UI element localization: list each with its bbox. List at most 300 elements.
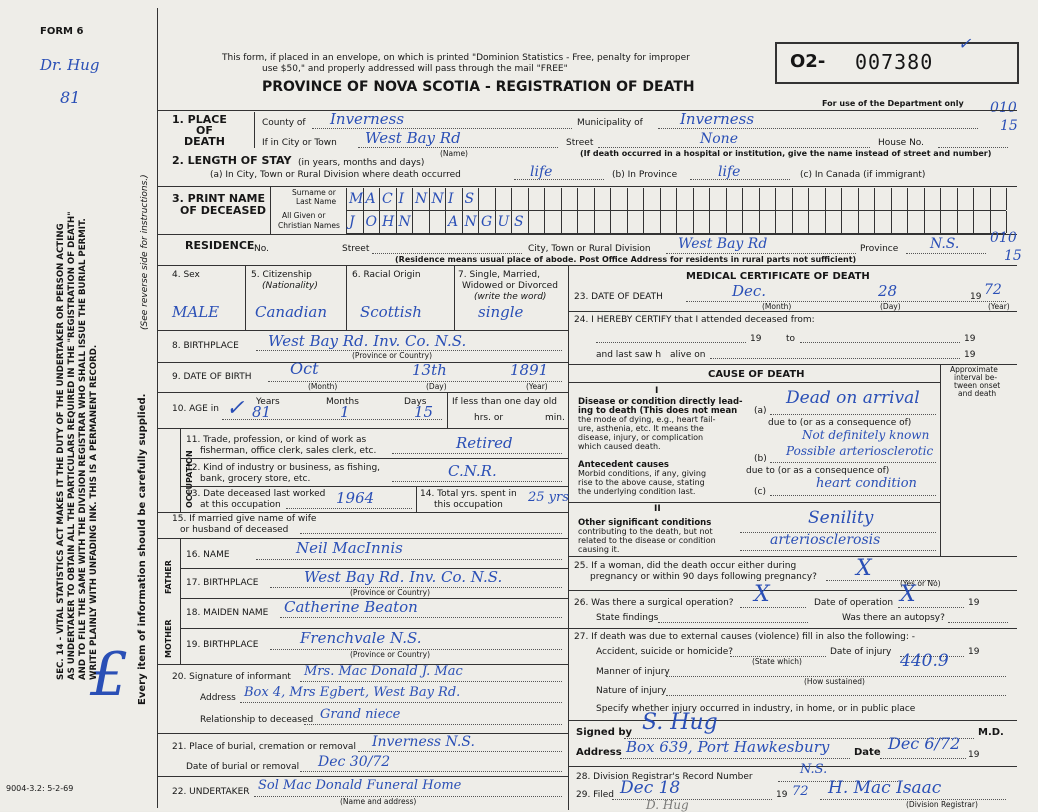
supply-note: Every item of information should be carefully supplied. bbox=[137, 393, 148, 705]
letter-cell-divider bbox=[990, 188, 991, 210]
residence-label: RESIDENCE bbox=[185, 239, 255, 252]
mother-label: MOTHER bbox=[164, 619, 173, 658]
reg-number: 007380 bbox=[855, 50, 934, 74]
month-hint: (Month) bbox=[308, 382, 338, 391]
name-letter: S bbox=[464, 191, 475, 207]
trade-value: Retired bbox=[456, 434, 513, 452]
name-letter: U bbox=[497, 214, 510, 230]
sex-value: MALE bbox=[172, 303, 220, 321]
letter-cell-divider bbox=[561, 188, 562, 210]
letter-cell-divider bbox=[924, 188, 925, 210]
dept-code-3: 010 bbox=[990, 230, 1017, 246]
s1-label: 1. PLACE bbox=[172, 113, 227, 126]
letter-cell-divider bbox=[577, 211, 578, 233]
letter-cell-divider bbox=[874, 188, 875, 210]
nature-label: Nature of injury bbox=[596, 686, 667, 696]
s2-label: 2. LENGTH OF STAY bbox=[172, 154, 292, 167]
dept-code-4: 15 bbox=[1004, 248, 1022, 264]
s24-to: to bbox=[786, 334, 796, 344]
city-label: If in City or Town bbox=[262, 138, 337, 148]
dob-month: Oct bbox=[290, 359, 319, 378]
letter-cell-divider bbox=[841, 188, 842, 210]
letter-cell-divider bbox=[792, 188, 793, 210]
letter-cell-divider bbox=[429, 188, 430, 210]
letter-cell-divider bbox=[396, 211, 397, 233]
s2-sub: (in years, months and days) bbox=[298, 158, 425, 168]
mother-maiden: Catherine Beaton bbox=[284, 598, 418, 616]
manner-label: Manner of injury bbox=[596, 667, 670, 677]
letter-cell-divider bbox=[643, 211, 644, 233]
letter-cell-divider bbox=[660, 188, 661, 210]
name-letter: I bbox=[398, 191, 405, 207]
other-cond-1: Senility bbox=[808, 508, 874, 528]
res-city-value: West Bay Rd bbox=[678, 236, 768, 252]
s2a-label: (a) In City, Town or Rural Division where death occurred bbox=[210, 170, 461, 180]
death-year: 72 bbox=[984, 282, 1002, 298]
name-letter: N bbox=[415, 191, 428, 207]
letter-cell-divider bbox=[627, 188, 628, 210]
house-label: House No. bbox=[878, 138, 925, 148]
dis-2: ing to death (This does not mean bbox=[578, 406, 738, 416]
last-saw-label: and last saw h bbox=[596, 350, 662, 360]
dept-code-2: 15 bbox=[1000, 118, 1018, 134]
death-year-hint: (Year) bbox=[988, 302, 1010, 311]
municipality-label: Municipality of bbox=[577, 118, 643, 128]
name-letter: I bbox=[448, 191, 454, 207]
s23-label: 23. DATE OF DEATH bbox=[574, 292, 663, 302]
s3-label-b: OF DECEASED bbox=[180, 204, 267, 217]
letter-cell-divider bbox=[346, 188, 347, 210]
father-name: Neil MacInnis bbox=[296, 539, 403, 557]
letter-cell-divider bbox=[775, 211, 776, 233]
name-letter: G bbox=[481, 214, 493, 230]
letter-cell-divider bbox=[775, 188, 776, 210]
letter-cell-divider bbox=[726, 188, 727, 210]
check-mark: ✓ bbox=[958, 34, 972, 53]
cause-c-value: heart condition bbox=[816, 476, 917, 491]
lt1-label: If less than one day old bbox=[452, 397, 558, 407]
s27-label: 27. If death was due to external causes (violence) fill in also the following: - bbox=[574, 632, 916, 642]
letter-cell-divider bbox=[412, 211, 413, 233]
county-value: Inverness bbox=[330, 110, 405, 128]
name-hint: (Name) bbox=[440, 149, 468, 158]
letter-cell-divider bbox=[792, 211, 793, 233]
given-label: All Given or bbox=[282, 211, 326, 220]
cause-a-value: Dead on arrival bbox=[786, 388, 920, 408]
letter-cell-divider bbox=[808, 188, 809, 210]
death-month: Dec. bbox=[732, 282, 767, 300]
occupation-label: OCCUPATION bbox=[185, 450, 194, 508]
letter-cell-divider bbox=[429, 211, 430, 233]
dept-code-1: 010 bbox=[990, 100, 1017, 116]
res-city-label: City, Town or Rural Division bbox=[528, 244, 651, 254]
racial-value: Scottish bbox=[360, 303, 422, 321]
letter-cell-divider bbox=[858, 211, 859, 233]
ant-4: the underlying condition last. bbox=[578, 487, 696, 496]
s4-label: 4. Sex bbox=[172, 270, 200, 280]
signed-by-value: S. Hug bbox=[642, 710, 718, 735]
state-which-hint: (State which) bbox=[752, 657, 802, 666]
letter-cell-divider bbox=[726, 211, 727, 233]
prov-country-hint-2: (Province or Country) bbox=[350, 588, 430, 597]
letter-cell-divider bbox=[759, 211, 760, 233]
footer-code: 9004-3.2: 5-2-69 bbox=[6, 784, 74, 793]
letter-cell-divider bbox=[891, 211, 892, 233]
letter-cell-divider bbox=[1006, 188, 1007, 210]
days-label: Days bbox=[404, 397, 427, 407]
s18-label: 18. MAIDEN NAME bbox=[186, 608, 269, 618]
ant-2: Morbid conditions, if any, giving bbox=[578, 469, 707, 478]
reverse-note: (See reverse side for instructions.) bbox=[140, 174, 150, 330]
hospital-note: (If death occurred in a hospital or institution, give the name instead of street and number) bbox=[580, 149, 992, 158]
death-day-hint: (Day) bbox=[880, 302, 901, 311]
total-yrs-value: 25 yrs bbox=[528, 490, 569, 505]
reg-prefix: O2- bbox=[790, 51, 826, 72]
letter-cell-divider bbox=[973, 188, 974, 210]
name-letter: A bbox=[448, 214, 459, 230]
sig-date-value: Dec 6/72 bbox=[888, 734, 961, 753]
citizenship-value: Canadian bbox=[255, 303, 328, 321]
letter-cell-divider bbox=[973, 211, 974, 233]
s19-label: 19. BIRTHPLACE bbox=[186, 640, 259, 650]
letter-cell-divider bbox=[577, 188, 578, 210]
sig-address-value: Box 639, Port Hawkesbury bbox=[626, 738, 830, 756]
s2b-label: (b) In Province bbox=[612, 170, 678, 180]
last-worked-value: 1964 bbox=[336, 489, 375, 507]
s25-label: 25. If a woman, did the death occur either during bbox=[574, 561, 797, 571]
cause-a2-value: Not definitely known bbox=[802, 428, 930, 442]
approx-3: tween onset bbox=[954, 381, 1001, 390]
marital-value: single bbox=[478, 303, 524, 321]
inj-19: 19 bbox=[968, 647, 980, 657]
letter-cell-divider bbox=[907, 188, 908, 210]
s24-19b: 19 bbox=[964, 334, 976, 344]
name-letter: N bbox=[431, 191, 444, 207]
margin-pound-mark: £ bbox=[90, 640, 129, 710]
md-label: M.D. bbox=[978, 727, 1004, 738]
letter-cell-divider bbox=[528, 188, 529, 210]
name-letter: O bbox=[365, 214, 377, 230]
informant-addr: Box 4, Mrs Egbert, West Bay Rd. bbox=[244, 685, 461, 700]
letter-cell-divider bbox=[709, 188, 710, 210]
dob-day: 13th bbox=[412, 361, 447, 379]
s20-label: 20. Signature of informant bbox=[172, 672, 291, 682]
letter-cell-divider bbox=[610, 211, 611, 233]
specify-label: Specify whether injury occurred in industry, in home, or in public place bbox=[596, 704, 916, 714]
injury-code: 440.9 bbox=[900, 651, 949, 671]
s24-19c: 19 bbox=[964, 350, 976, 360]
s5-sub: (Nationality) bbox=[262, 281, 318, 291]
surname-label: Surname or bbox=[292, 188, 336, 197]
dis-1: Disease or condition directly lead- bbox=[578, 397, 743, 407]
res-note: (Residence means usual place of abode. Post Office Address for residents in rural parts not sufficient) bbox=[395, 255, 857, 264]
s7-sub: Widowed or Divorced bbox=[462, 281, 558, 291]
oth-2: contributing to the death, but not bbox=[578, 527, 713, 536]
surname-label-2: Last Name bbox=[296, 197, 337, 206]
letter-cell-divider bbox=[445, 211, 446, 233]
death-month-hint: (Month) bbox=[762, 302, 792, 311]
s15-sub: or husband of deceased bbox=[180, 525, 289, 535]
q25-value: X bbox=[856, 556, 872, 581]
year-hint: (Year) bbox=[526, 382, 548, 391]
state-find-label: State findings bbox=[596, 613, 659, 623]
s21-label: 21. Place of burial, cremation or removal bbox=[172, 742, 356, 752]
filed-19: 19 bbox=[776, 790, 788, 800]
autopsy-label: Was there an autopsy? bbox=[842, 613, 945, 623]
letter-cell-divider bbox=[676, 211, 677, 233]
s7-label: 7. Single, Married, bbox=[458, 270, 540, 280]
signed-label: Signed by bbox=[576, 727, 633, 738]
name-letter: M bbox=[349, 191, 364, 207]
letter-cell-divider bbox=[511, 188, 512, 210]
undertaker-value: Sol Mac Donald Funeral Home bbox=[258, 778, 462, 793]
father-label: FATHER bbox=[164, 560, 173, 594]
s5-label: 5. Citizenship bbox=[251, 270, 312, 280]
age-check-mark: ✓ bbox=[226, 396, 245, 421]
letter-cell-divider bbox=[379, 188, 380, 210]
burial-date-label: Date of burial or removal bbox=[186, 762, 300, 772]
letter-cell-divider bbox=[924, 211, 925, 233]
dis-6: which caused death. bbox=[578, 442, 661, 451]
s11-label: 11. Trade, profession, or kind of work as bbox=[186, 435, 367, 445]
name-letter: N bbox=[464, 214, 477, 230]
dis-4: ure, asthenia, etc. It means the bbox=[578, 424, 704, 433]
roman-2: II bbox=[654, 504, 661, 514]
hrs-label: hrs. or bbox=[474, 413, 504, 423]
stay-b: life bbox=[718, 164, 741, 180]
county-label: County of bbox=[262, 118, 306, 128]
age-years: 81 bbox=[252, 403, 272, 421]
relationship-value: Grand niece bbox=[320, 707, 401, 722]
due-a: due to (or as a consequence of) bbox=[768, 418, 912, 428]
day-hint: (Day) bbox=[426, 382, 447, 391]
street-value: None bbox=[700, 131, 738, 147]
statute-text: SEC. 14 - VITAL STATISTICS ACT MAKES IT THE DUTY OF THE UNDERTAKER OR PERSON ACTING AS UNDERTAKER TO OBTAIN ALL THE PARTICULARS REQUIRED IN THE "REGISTRATION OF DEATH" AND TO FILE THE SAME WITH THE DIVISION REGISTRAR WHO SHALL ISSUE THE BURIAL PERMIT. WRITE PLAINLY WITH UNFADING INK. THIS IS A PERMANENT RECORD. bbox=[56, 211, 99, 680]
name-letter: N bbox=[398, 214, 411, 230]
dis-5: disease, injury, or complication bbox=[578, 433, 704, 442]
letter-cell-divider bbox=[957, 211, 958, 233]
sig-date-label: Date bbox=[854, 747, 881, 758]
birthplace-value: West Bay Rd. Inv. Co. N.S. bbox=[268, 332, 467, 350]
s25-sub: pregnancy or within 90 days following pregnancy? bbox=[590, 572, 817, 582]
years-label: Years bbox=[256, 397, 280, 407]
s26-label: 26. Was there a surgical operation? bbox=[574, 598, 734, 608]
letter-cell-divider bbox=[742, 211, 743, 233]
mail-notice-1: This form, if placed in an envelope, on which is printed "Dominion Statistics - Free, penalty for improper bbox=[222, 53, 690, 63]
letter-cell-divider bbox=[561, 211, 562, 233]
months-label: Months bbox=[326, 397, 359, 407]
filed-year: 72 bbox=[792, 784, 809, 799]
dob-year: 1891 bbox=[510, 361, 549, 379]
res-prov-label: Province bbox=[860, 244, 899, 254]
city-value: West Bay Rd bbox=[365, 129, 461, 147]
form-number: FORM 6 bbox=[40, 26, 84, 37]
letter-cell-divider bbox=[627, 211, 628, 233]
res-no-label: No. bbox=[254, 244, 269, 254]
oth-1: Other significant conditions bbox=[578, 518, 712, 528]
cause-c-label: (c) bbox=[754, 487, 766, 497]
letter-cell-divider bbox=[346, 211, 347, 233]
s6-label: 6. Racial Origin bbox=[352, 270, 421, 280]
letter-cell-divider bbox=[495, 188, 496, 210]
name-letter: J bbox=[349, 214, 355, 230]
letter-cell-divider bbox=[841, 211, 842, 233]
approx-4: and death bbox=[958, 389, 997, 398]
form-title: PROVINCE OF NOVA SCOTIA - REGISTRATION OF DEATH bbox=[262, 79, 695, 95]
sig-19: 19 bbox=[968, 750, 980, 760]
s3-label: 3. PRINT NAME bbox=[172, 192, 266, 205]
how-hint: (How sustained) bbox=[804, 677, 865, 686]
letter-cell-divider bbox=[643, 188, 644, 210]
letter-cell-divider bbox=[544, 188, 545, 210]
s17-label: 17. BIRTHPLACE bbox=[186, 578, 259, 588]
letter-cell-divider bbox=[676, 188, 677, 210]
letter-cell-divider bbox=[957, 188, 958, 210]
burial-date: Dec 30/72 bbox=[318, 754, 391, 770]
name-addr-hint: (Name and address) bbox=[340, 797, 417, 806]
letter-cell-divider bbox=[759, 188, 760, 210]
record-no-value: N.S. bbox=[800, 762, 828, 777]
cause-b-label: (b) bbox=[754, 454, 767, 464]
s24-label: 24. I HEREBY CERTIFY that I attended deceased from: bbox=[574, 315, 815, 325]
letter-cell-divider bbox=[742, 188, 743, 210]
ant-3: rise to the above cause, stating bbox=[578, 478, 705, 487]
s12-label: 12. Kind of industry or business, as fishing, bbox=[186, 463, 381, 473]
letter-cell-divider bbox=[511, 211, 512, 233]
letter-cell-divider bbox=[594, 211, 595, 233]
letter-cell-divider bbox=[825, 211, 826, 233]
age-days: 15 bbox=[414, 403, 434, 421]
yesno-hint: (Yes or No) bbox=[900, 579, 941, 588]
letter-cell-divider bbox=[808, 211, 809, 233]
alive-on-label: alive on bbox=[670, 350, 706, 360]
dis-3: the mode of dying, e.g., heart fail- bbox=[578, 415, 716, 424]
industry-value: C.N.R. bbox=[448, 462, 497, 480]
op-19: 19 bbox=[968, 598, 980, 608]
stay-a: life bbox=[530, 164, 553, 180]
due-b: due to (or as a consequence of) bbox=[746, 466, 890, 476]
relationship-label: Relationship to deceased bbox=[200, 715, 314, 725]
cause-a-label: (a) bbox=[754, 406, 767, 416]
letter-cell-divider bbox=[544, 211, 545, 233]
letter-cell-divider bbox=[478, 188, 479, 210]
s15-label: 15. If married give name of wife bbox=[172, 514, 317, 524]
res-street-label: Street bbox=[342, 244, 370, 254]
letter-cell-divider bbox=[528, 211, 529, 233]
approx-2: interval be- bbox=[954, 373, 998, 382]
letter-cell-divider bbox=[478, 211, 479, 233]
s11-sub: fisherman, office clerk, sales clerk, etc. bbox=[200, 446, 377, 456]
letter-cell-divider bbox=[363, 211, 364, 233]
letter-cell-divider bbox=[462, 188, 463, 210]
name-letter: H bbox=[382, 214, 395, 230]
s13-label: 13. Date deceased last worked bbox=[186, 489, 326, 499]
date-op-label: Date of operation bbox=[814, 598, 894, 608]
other-cond-2: arteriosclerosis bbox=[770, 532, 881, 548]
res-prov-value: N.S. bbox=[930, 236, 960, 252]
informant-addr-label: Address bbox=[200, 693, 236, 703]
prov-country-hint-3: (Province or Country) bbox=[350, 650, 430, 659]
dept-use: For use of the Department only bbox=[822, 99, 964, 108]
s28-label: 28. Division Registrar's Record Number bbox=[576, 772, 753, 782]
s16-label: 16. NAME bbox=[186, 550, 230, 560]
letter-cell-divider bbox=[709, 211, 710, 233]
mother-birthplace: Frenchvale N.S. bbox=[300, 629, 422, 647]
letter-cell-divider bbox=[379, 211, 380, 233]
street-label: Street bbox=[566, 138, 594, 148]
letter-cell-divider bbox=[907, 211, 908, 233]
letter-cell-divider bbox=[412, 188, 413, 210]
s2c-label: (c) In Canada (if immigrant) bbox=[800, 170, 926, 180]
letter-cell-divider bbox=[693, 211, 694, 233]
letter-cell-divider bbox=[693, 188, 694, 210]
death-19: 19 bbox=[970, 292, 982, 302]
sig-address-label: Address bbox=[576, 747, 622, 758]
age-months: 1 bbox=[340, 403, 350, 421]
oth-4: causing it. bbox=[578, 545, 620, 554]
municipality-value: Inverness bbox=[680, 110, 755, 128]
filed-value: Dec 18 bbox=[620, 778, 681, 798]
medical-cert-title: MEDICAL CERTIFICATE OF DEATH bbox=[686, 271, 870, 282]
letter-cell-divider bbox=[610, 188, 611, 210]
s24-19a: 19 bbox=[750, 334, 762, 344]
cause-title: CAUSE OF DEATH bbox=[708, 369, 805, 380]
s14-label: 14. Total yrs. spent in bbox=[420, 489, 517, 499]
bottom-stamp-note: D. Hug bbox=[646, 798, 689, 812]
s10-label: 10. AGE in bbox=[172, 404, 219, 414]
registrar-signature: H. Mac Isaac bbox=[828, 778, 942, 798]
approx-1: Approximate bbox=[950, 365, 998, 374]
div-reg-hint: (Division Registrar) bbox=[906, 800, 978, 809]
q26-date-value: X bbox=[900, 582, 916, 607]
name-letter: C bbox=[382, 191, 393, 207]
cause-b-value: Possible arteriosclerotic bbox=[786, 444, 934, 458]
roman-1: I bbox=[655, 386, 659, 396]
letter-cell-divider bbox=[396, 188, 397, 210]
letter-cell-divider bbox=[874, 211, 875, 233]
letter-cell-divider bbox=[660, 211, 661, 233]
s1-label-b: OF bbox=[196, 124, 213, 137]
s9-label: 9. DATE OF BIRTH bbox=[172, 372, 252, 382]
father-birthplace: West Bay Rd. Inv. Co. N.S. bbox=[304, 568, 503, 586]
s22-label: 22. UNDERTAKER bbox=[172, 787, 250, 797]
s8-label: 8. BIRTHPLACE bbox=[172, 341, 239, 351]
s7-sub2: (write the word) bbox=[474, 292, 547, 302]
letter-cell-divider bbox=[940, 188, 941, 210]
letter-cell-divider bbox=[825, 188, 826, 210]
ant-1: Antecedent causes bbox=[578, 460, 669, 470]
given-label-2: Christian Names bbox=[278, 221, 340, 230]
letter-cell-divider bbox=[495, 211, 496, 233]
death-day: 28 bbox=[878, 282, 898, 300]
oth-3: related to the disease or condition bbox=[578, 536, 716, 545]
q26-value: X bbox=[754, 582, 770, 607]
accident-label: Accident, suicide or homicide? bbox=[596, 647, 734, 657]
letter-cell-divider bbox=[940, 211, 941, 233]
date-inj-label: Date of injury bbox=[830, 647, 892, 657]
margin-note: Dr. Hug bbox=[40, 56, 100, 74]
prov-country-hint: (Province or Country) bbox=[352, 351, 432, 360]
s12-sub: bank, grocery store, etc. bbox=[200, 474, 311, 484]
s14-sub: this occupation bbox=[434, 500, 503, 510]
burial-place: Inverness N.S. bbox=[372, 734, 475, 750]
s1-label-c: DEATH bbox=[184, 135, 226, 148]
letter-cell-divider bbox=[462, 211, 463, 233]
min-label: min. bbox=[545, 413, 565, 423]
s13-sub: at this occupation bbox=[200, 500, 281, 510]
letter-cell-divider bbox=[858, 188, 859, 210]
margin-note-2: 81 bbox=[60, 88, 81, 107]
